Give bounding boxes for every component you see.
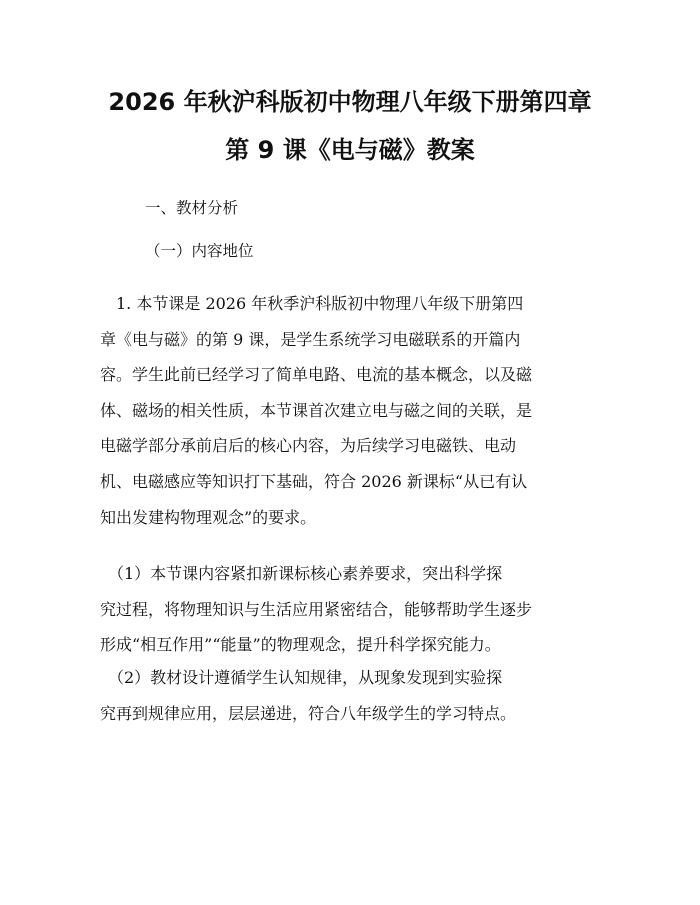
paragraph-line: 电磁学部分承前启后的核心内容，为后续学习电磁铁、电动 [100, 436, 517, 456]
paragraph-1 [100, 286, 600, 535]
document-title-line-2: 第 9 课《电与磁》教案 [225, 136, 475, 164]
paragraph-line: 章《电与磁》的第 9 课，是学生系统学习电磁联系的开篇内 [100, 329, 521, 349]
paragraph-line: （2）教材设计遵循学生认知规律，从现象发现到实验探 [100, 668, 503, 687]
paragraph-2 [100, 556, 600, 663]
paragraph-line: 体、磁场的相关性质，本节课首次建立电与磁之间的关联，是 [100, 400, 533, 420]
paragraph-line: 究过程，将物理知识与生活应用紧密结合，能够帮助学生逐步 [100, 599, 533, 619]
paragraph-line: 形成“相互作用”“能量”的物理观念，提升科学探究能力。 [100, 635, 501, 655]
paragraph-line: 容。学生此前已经学习了简单电路、电流的基本概念，以及磁 [100, 365, 533, 385]
paragraph-line: （1）本节课内容紧扣新课标核心素养要求，突出科学探 [100, 564, 503, 583]
subsection-heading: （一）内容地位 [145, 242, 254, 260]
section-heading: 一、教材分析 [145, 199, 239, 217]
paragraph-line: 究再到规律应用，层层递进，符合八年级学生的学习特点。 [100, 703, 517, 723]
paragraph-line: 1. 本节课是 2026 年秋季沪科版初中物理八年级下册第四 [100, 294, 524, 313]
paragraph-line: 机、电磁感应等知识打下基础，符合 2026 新课标“从已有认 [100, 471, 528, 491]
paragraph-3 [100, 660, 600, 731]
paragraph-line: 知出发建构物理观念”的要求。 [100, 507, 317, 527]
document-title-line-1: 2026 年秋沪科版初中物理八年级下册第四章 [108, 88, 592, 116]
